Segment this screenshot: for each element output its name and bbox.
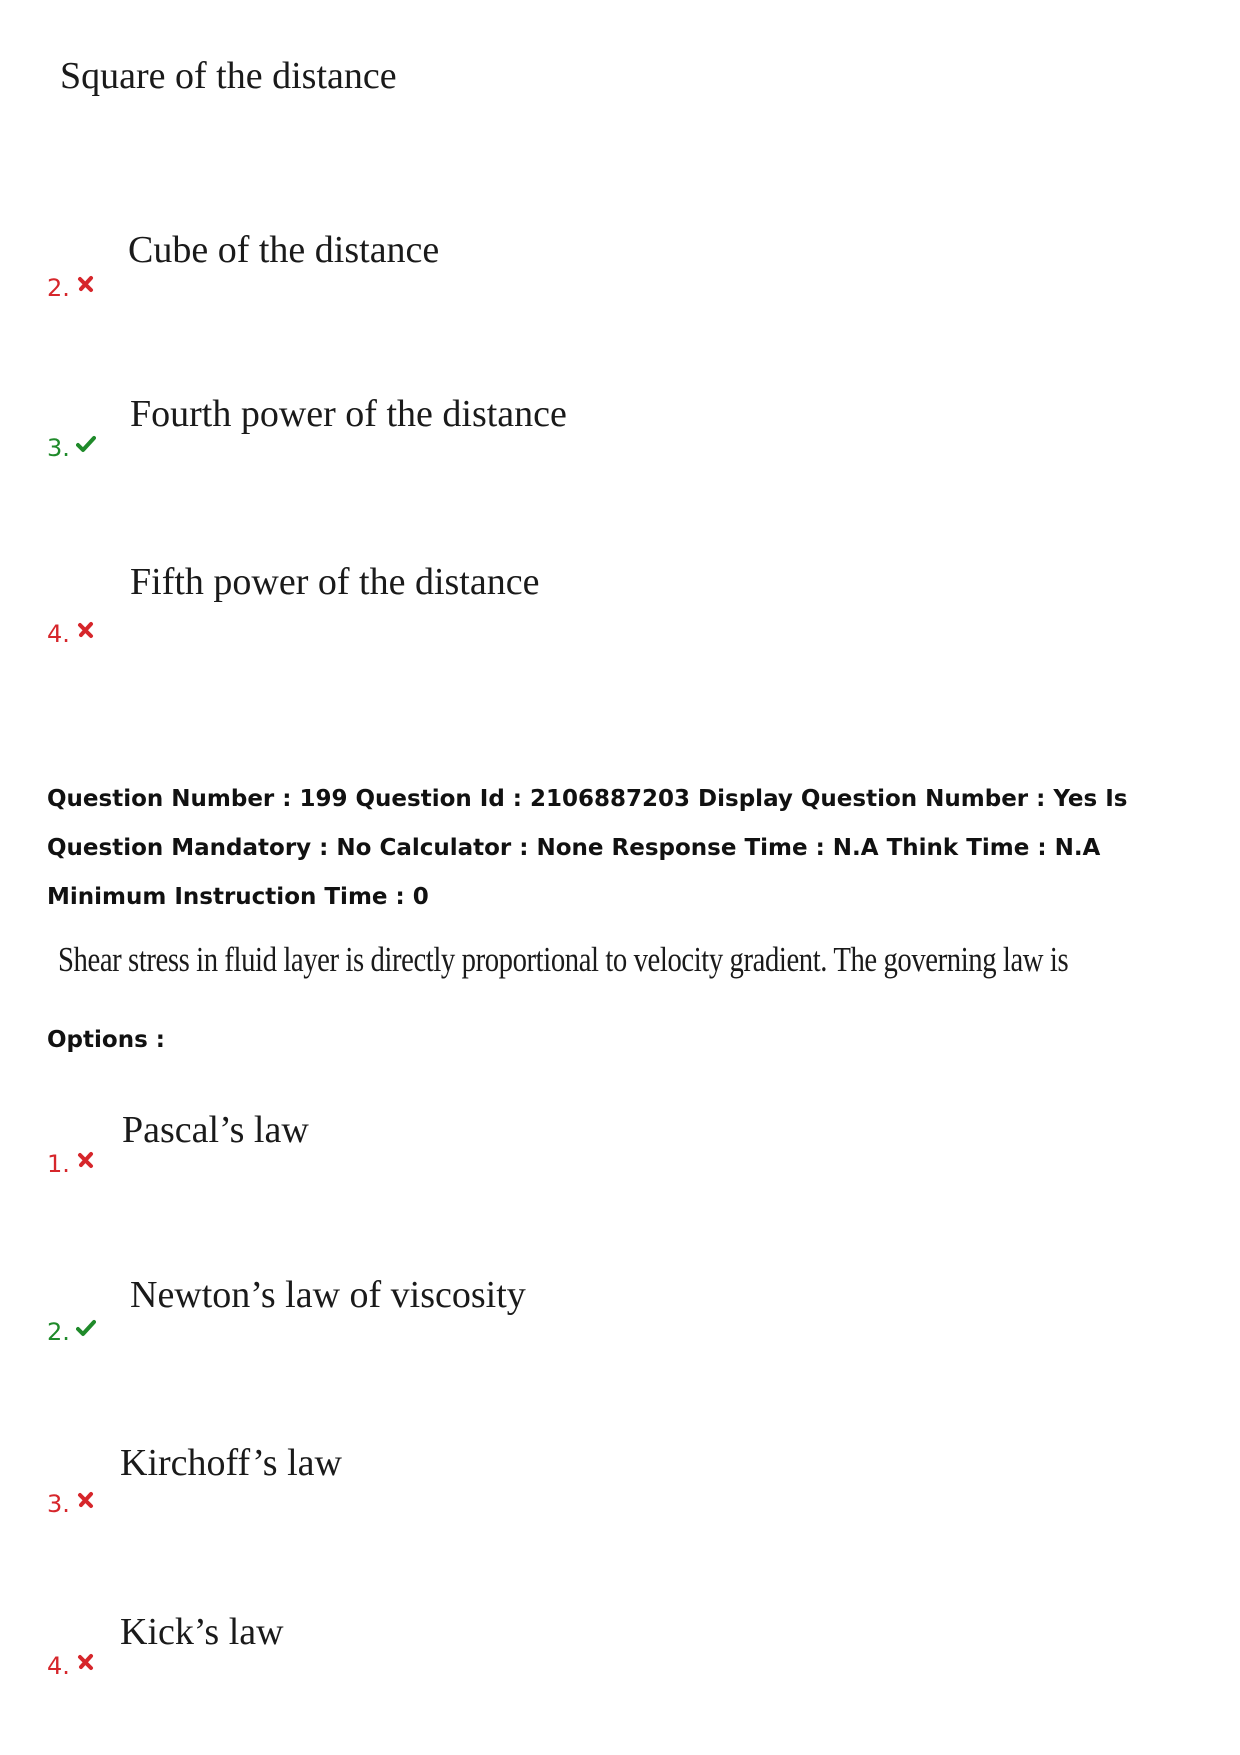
- option-number-label: 3.: [47, 434, 70, 462]
- cross-icon: [76, 1150, 96, 1170]
- cross-icon: [76, 1652, 96, 1672]
- option-number: [47, 434, 96, 462]
- option-text: Newton’s law of viscosity: [130, 1274, 526, 1316]
- option-number: [47, 1150, 96, 1178]
- option-text: Pascal’s law: [122, 1109, 309, 1151]
- option-number-label: 3.: [47, 1490, 70, 1518]
- cross-icon: [76, 1490, 96, 1510]
- cross-icon: [76, 620, 96, 640]
- option-number: [47, 620, 96, 648]
- option-number-label: 4.: [47, 1652, 70, 1680]
- option-text: Fifth power of the distance: [130, 561, 540, 603]
- option-text: Cube of the distance: [128, 229, 440, 271]
- option-number-label: 2.: [47, 1318, 70, 1346]
- option-number: [47, 1318, 96, 1346]
- option-number: [47, 274, 96, 302]
- options-label: Options :: [47, 1027, 165, 1053]
- option-text: Fourth power of the distance: [130, 393, 567, 435]
- option-text: Kick’s law: [120, 1611, 284, 1653]
- option-number: [47, 1652, 96, 1680]
- cross-icon: [76, 274, 96, 294]
- option-text: Square of the distance: [60, 55, 397, 97]
- option-number-label: 2.: [47, 274, 70, 302]
- option-text: Kirchoff’s law: [120, 1442, 342, 1484]
- option-number-label: 1.: [47, 1150, 70, 1178]
- option-number: [47, 1490, 96, 1518]
- check-icon: [76, 434, 96, 454]
- check-icon: [76, 1318, 96, 1338]
- question-meta: Question Number : 199 Question Id : 2106887203 Display Question Number : Yes Is Question Mandatory : No Calculator : None Response Time : N.A Think Time : N.A Minimum Instruction Time : 0: [47, 786, 1128, 910]
- option-number-label: 4.: [47, 620, 70, 648]
- question-stem: Shear stress in fluid layer is directly proportional to velocity gradient. The governing law is: [58, 940, 1069, 979]
